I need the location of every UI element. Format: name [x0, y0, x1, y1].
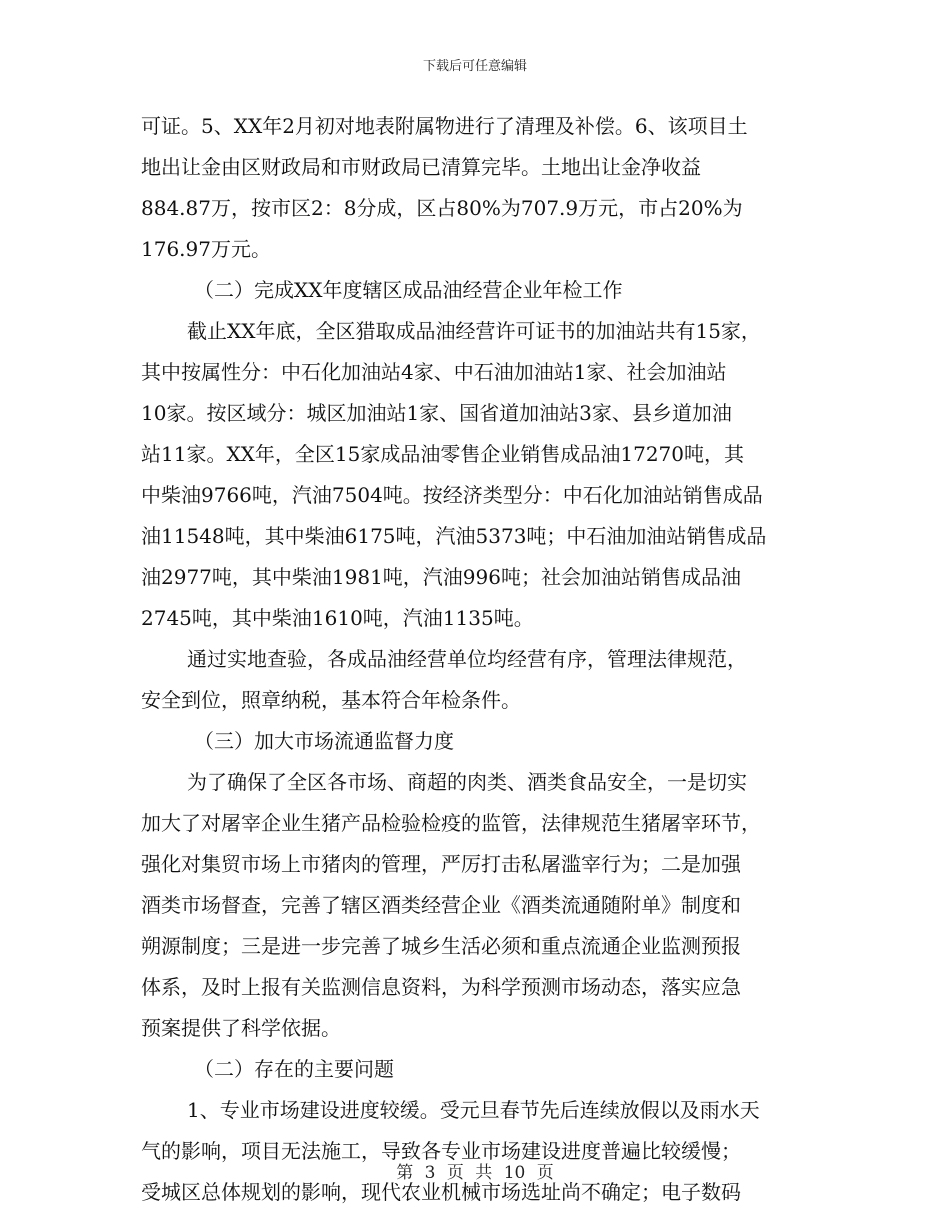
text-line: 气的影响，项目无法施工，导致各专业市场建设进度普遍比较缓慢；: [141, 1139, 741, 1163]
text-line: 884.87万，按市区2：8分成，区占80%为707.9万元，市占20%为: [141, 196, 743, 220]
text-line: 可证。5、XX年2月初对地表附属物进行了清理及补偿。6、该项目土: [141, 114, 748, 138]
text-line: 酒类市场督查，完善了辖区酒类经营企业《酒类流通随附单》制度和: [141, 893, 741, 917]
section-heading: （二）完成XX年度辖区成品油经营企业年检工作: [194, 278, 623, 302]
text-line: 强化对集贸市场上市猪肉的管理，严厉打击私屠滥宰行为；二是加强: [141, 852, 741, 876]
text-line: 油2977吨，其中柴油1981吨，汽油996吨；社会加油站销售成品油: [141, 565, 741, 589]
text-line: 2745吨，其中柴油1610吨，汽油1135吨。: [141, 606, 534, 630]
text-line: 地出让金由区财政局和市财政局已清算完毕。土地出让金净收益: [141, 155, 701, 179]
paragraph-first-line: 1、专业市场建设进度较缓。受元旦春节先后连续放假以及雨水天: [187, 1098, 760, 1122]
text-line: 176.97万元。: [141, 237, 271, 261]
section-heading: （三）加大市场流通监督力度: [194, 729, 454, 753]
text-line: 10家。按区域分：城区加油站1家、国省道加油站3家、县乡道加油: [141, 401, 732, 425]
text-line: 站11家。XX年，全区15家成品油零售企业销售成品油17270吨，其: [141, 442, 744, 466]
text-line: 朔源制度；三是进一步完善了城乡生活必须和重点流通企业监测预报: [141, 934, 741, 958]
paragraph-first-line: 为了确保了全区各市场、商超的肉类、酒类食品安全，一是切实: [187, 770, 747, 794]
text-line: 受城区总体规划的影响，现代农业机械市场选址尚不确定；电子数码: [141, 1180, 741, 1204]
text-line: 中柴油9766吨，汽油7504吨。按经济类型分：中石化加油站销售成品: [141, 483, 763, 507]
text-line: 其中按属性分：中石化加油站4家、中石油加油站1家、社会加油站: [141, 360, 727, 384]
text-line: 加大了对屠宰企业生猪产品检验检疫的监管，法律规范生猪屠宰环节，: [141, 811, 761, 835]
text-line: 油11548吨，其中柴油6175吨，汽油5373吨；中石油加油站销售成品: [141, 524, 767, 548]
section-heading: （二）存在的主要问题: [194, 1057, 394, 1081]
page-header-note: 下载后可任意编辑: [422, 59, 527, 74]
text-line: 预案提供了科学依据。: [141, 1016, 341, 1040]
page-footer-number: 第 3 页 共 10 页: [396, 1163, 554, 1183]
paragraph-first-line: 截止XX年底，全区猎取成品油经营许可证书的加油站共有15家，: [187, 319, 761, 343]
text-line: 体系，及时上报有关监测信息资料，为科学预测市场动态，落实应急: [141, 975, 741, 999]
document-body: [141, 106, 813, 1213]
text-line: 安全到位，照章纳税，基本符合年检条件。: [141, 688, 521, 712]
paragraph-first-line: 通过实地查验，各成品油经营单位均经营有序，管理法律规范，: [187, 647, 747, 671]
